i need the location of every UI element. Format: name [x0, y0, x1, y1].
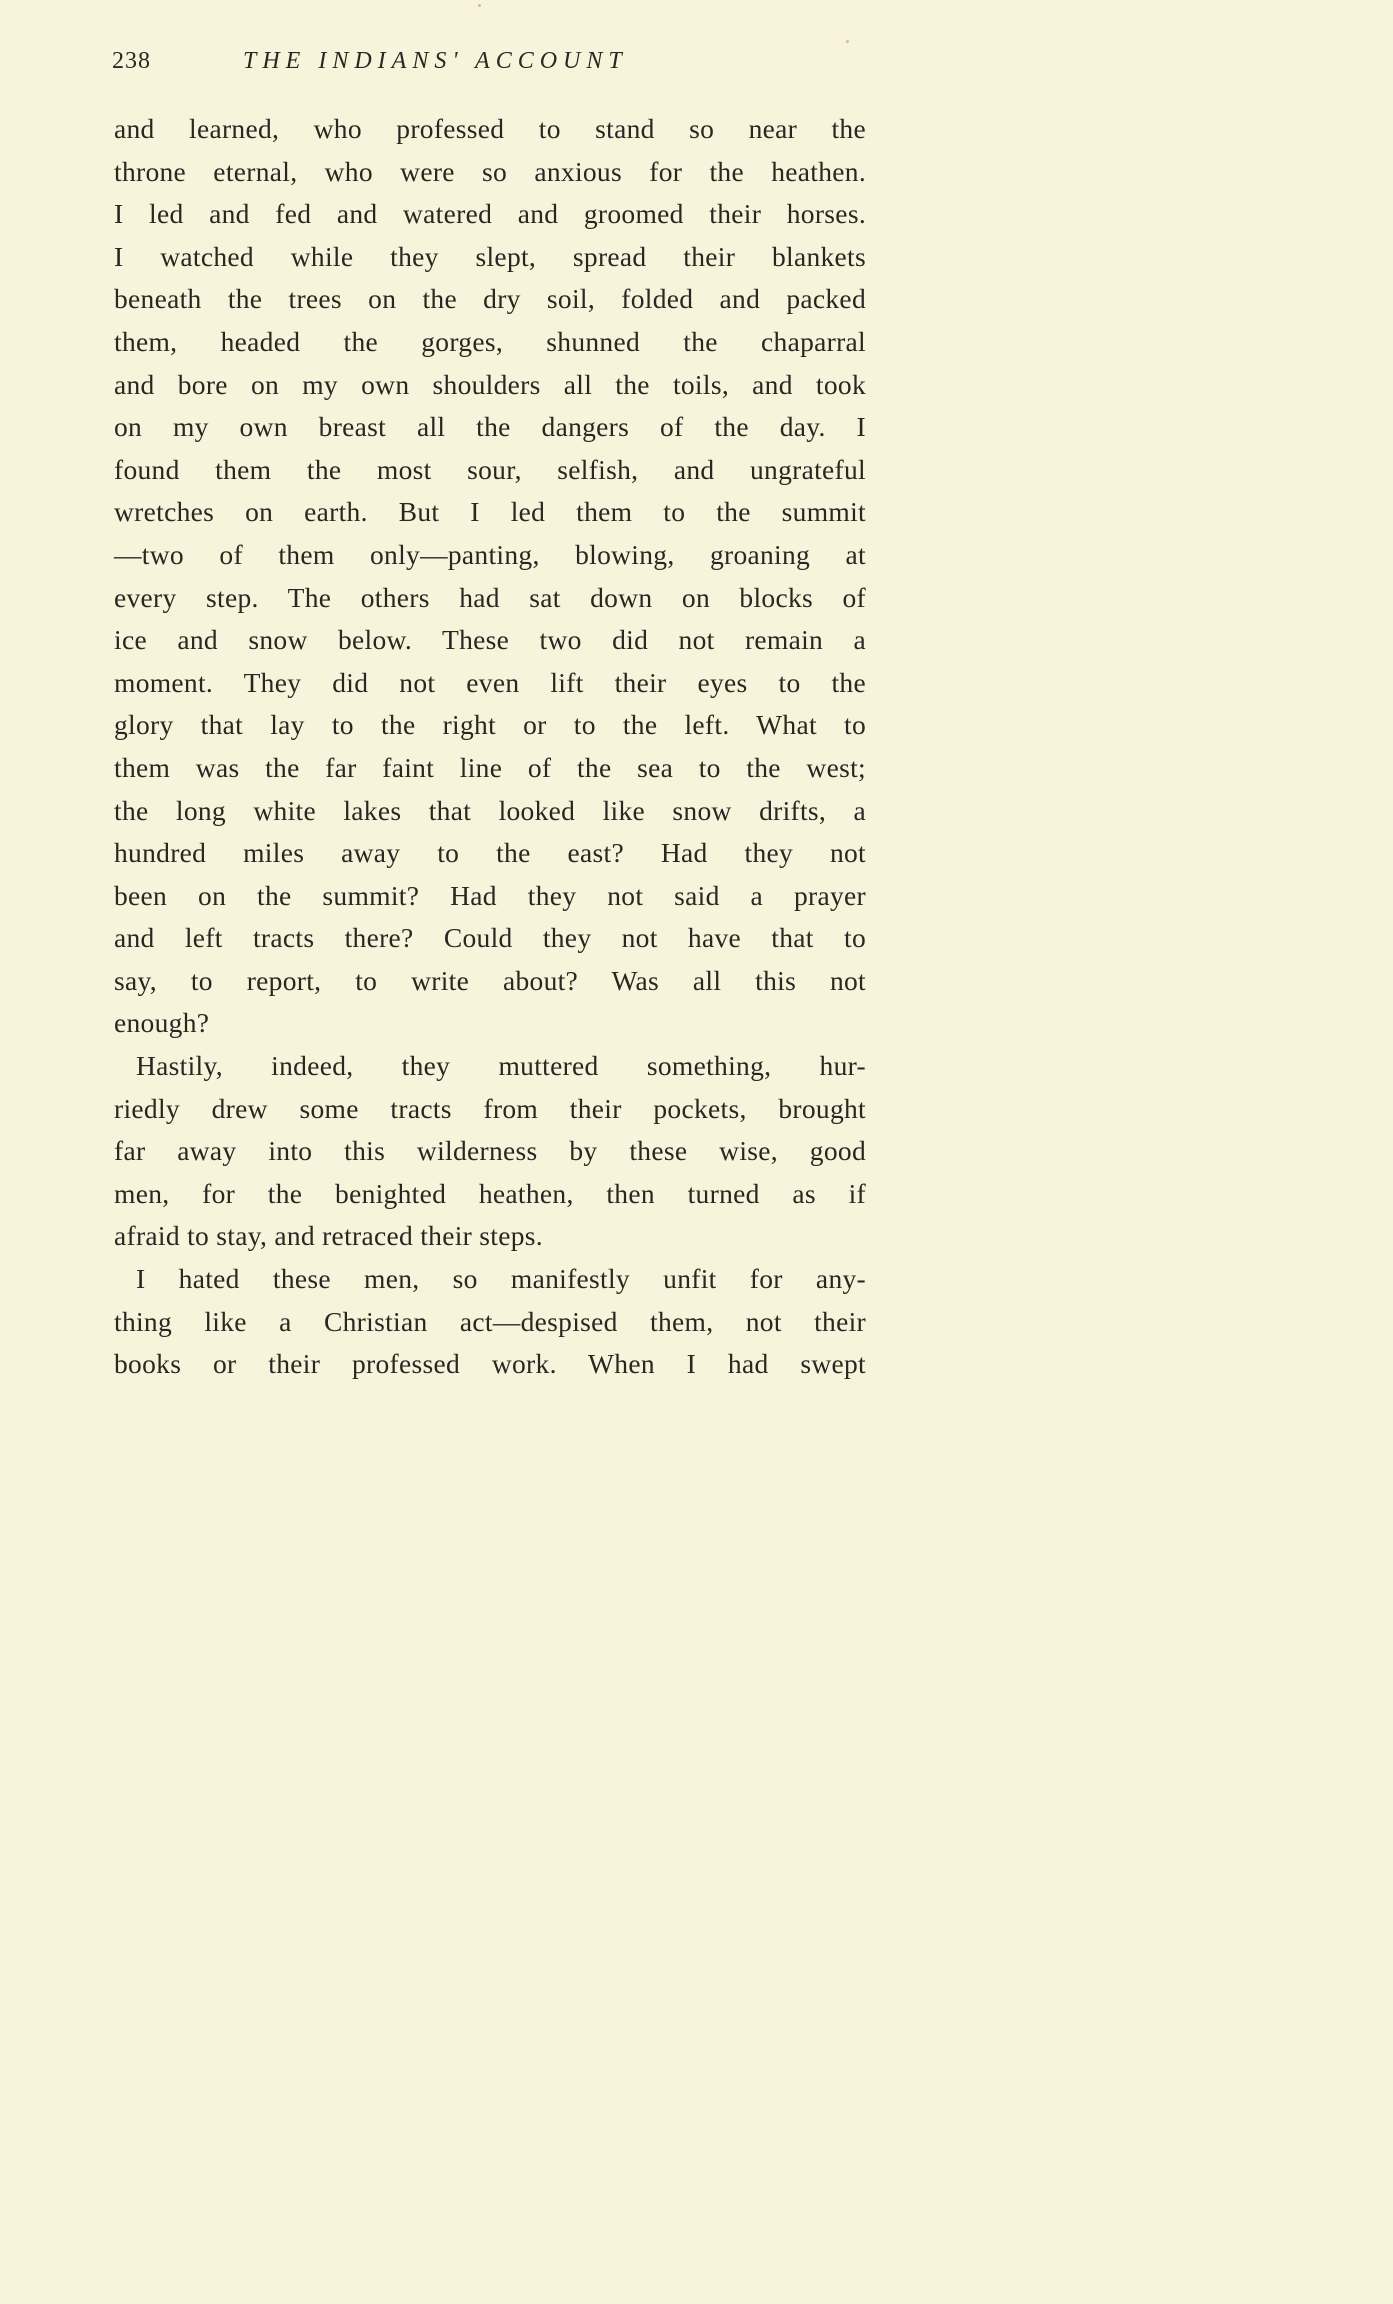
body-text — [114, 108, 866, 1386]
text-line: hundred miles away to the east? Had they not — [114, 837, 866, 869]
text-line: I led and fed and watered and groomed their horses. — [114, 198, 866, 230]
text-line: riedly drew some tracts from their pockets, brought — [114, 1092, 866, 1124]
paragraph-1 — [114, 108, 866, 1045]
text-line: every step. The others had sat down on blocks of — [114, 581, 866, 613]
book-page — [0, 0, 948, 1568]
page-speck — [478, 4, 481, 7]
text-line: glory that lay to the right or to the left. What to — [114, 709, 866, 741]
text-line: throne eternal, who were so anxious for the heathen. — [114, 155, 866, 187]
text-line: say, to report, to write about? Was all this not — [114, 964, 866, 996]
text-line: I watched while they slept, spread their blankets — [114, 240, 866, 272]
text-line: books or their professed work. When I had swept — [114, 1348, 866, 1380]
text-line: I hated these men, so manifestly unfit for any- — [136, 1263, 866, 1295]
text-line: men, for the benighted heathen, then turned as if — [114, 1177, 866, 1209]
text-line: been on the summit? Had they not said a prayer — [114, 879, 866, 911]
running-head — [112, 48, 752, 88]
text-line: moment. They did not even lift their eyes to the — [114, 666, 866, 698]
text-line: enough? — [114, 1007, 210, 1039]
text-line: them was the far faint line of the sea to the west; — [114, 751, 866, 783]
text-line: them, headed the gorges, shunned the chaparral — [114, 325, 866, 357]
text-line: wretches on earth. But I led them to the summit — [114, 496, 866, 528]
text-line: far away into this wilderness by these wise, good — [114, 1135, 866, 1167]
text-line: Hastily, indeed, they muttered something, hur- — [136, 1050, 866, 1082]
text-line: thing like a Christian act—despised them, not their — [114, 1305, 866, 1337]
paragraph-2 — [114, 1045, 866, 1258]
text-line: ice and snow below. These two did not remain a — [114, 624, 866, 656]
text-line: afraid to stay, and retraced their steps. — [114, 1220, 543, 1252]
text-line: on my own breast all the dangers of the day. I — [114, 411, 866, 443]
page-speck — [846, 40, 849, 43]
paragraph-3 — [114, 1258, 866, 1386]
text-line: beneath the trees on the dry soil, folded and packed — [114, 283, 866, 315]
running-title: THE INDIANS' ACCOUNT — [243, 48, 628, 74]
text-line: and left tracts there? Could they not have that to — [114, 922, 866, 954]
text-line: and learned, who professed to stand so near the — [114, 113, 866, 144]
text-line: found them the most sour, selfish, and ungrateful — [114, 453, 866, 485]
text-line: and bore on my own shoulders all the toils, and took — [114, 368, 866, 400]
text-line: —two of them only—panting, blowing, groaning at — [114, 538, 866, 570]
page-number: 238 — [112, 48, 151, 74]
text-line: the long white lakes that looked like snow drifts, a — [114, 794, 866, 826]
